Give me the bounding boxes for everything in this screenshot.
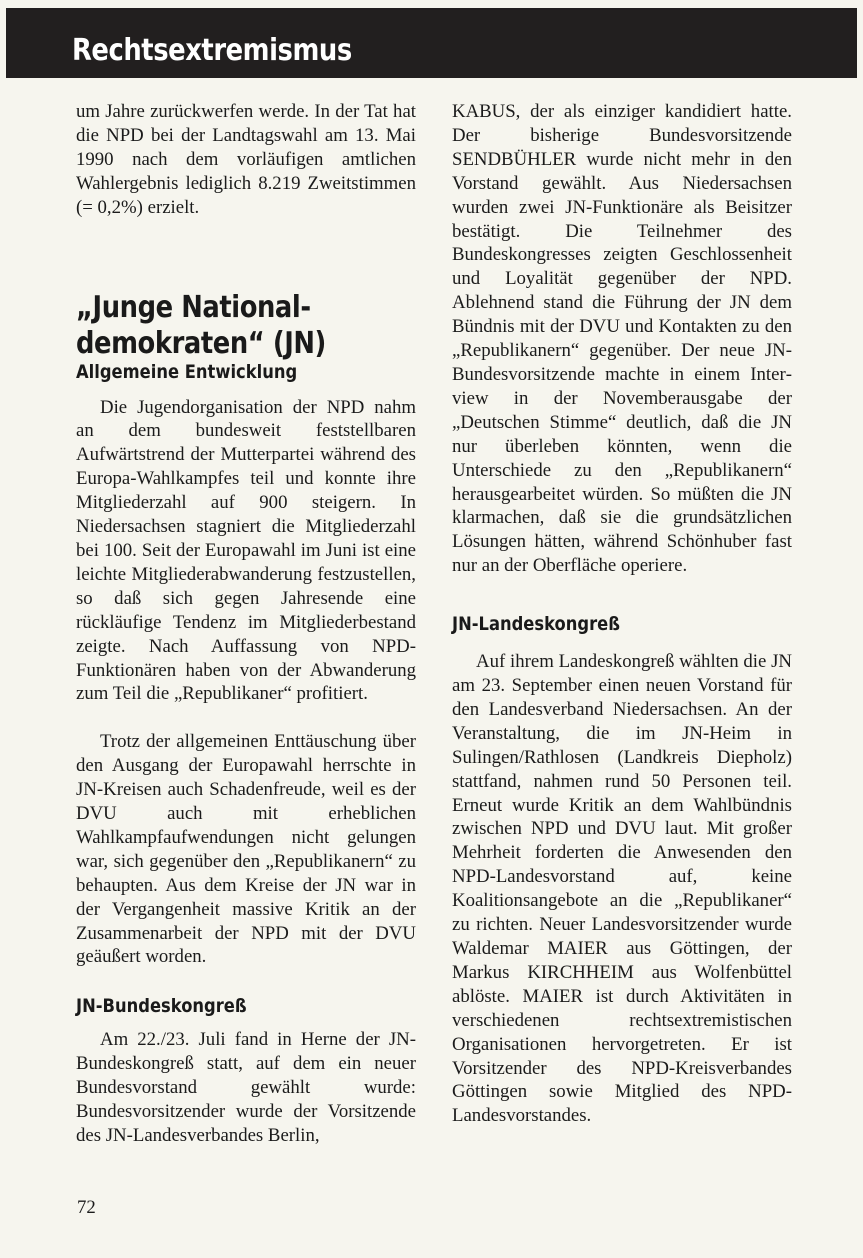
body-paragraph: Die Jugendorganisation der NPD nahm an dem bundesweit feststellbaren Aufwärtstrend der Mutterpartei während des Europa-Wahlkampfes teil und konnte ihre Mitgliederzahl auf 900 steigern. In Niedersachsen stagniert die Mitgliederzahl bei 100. Seit der Europawahl im Juni ist eine leichte Mitgliederabwanderung festzustellen, so daß sich gegen Jahresende eine rückläufige Tendenz im Mitgliederbestand zeigte. Nach Auffassung von NPD-Funktionären haben von der Abwanderung zum Teil die „Republikaner“ profitiert. xyxy=(76,396,416,705)
section-title-line-1: „Junge National- xyxy=(76,289,311,325)
section-title xyxy=(76,290,416,362)
section-title-line-2: demokraten“ (JN) xyxy=(76,325,326,361)
body-paragraph: Trotz der allgemeinen Enttäuschung über den Ausgang der Europawahl herrschte in JN-Kreisen auch Schadenfreude, weil es der DVU auch mit erheblichen Wahlkampfaufwendungen nicht gelungen war, sich gegenüber den „Republikanern“ zu behaupten. Aus dem Kreise der JN war in der Vergangenheit massive Kritik an der Zusammenarbeit der NPD mit der DVU geäußert worden. xyxy=(76,731,416,968)
body-paragraph: Auf ihrem Landeskongreß wählten die JN am 23. September einen neuen Vorstand für den Landesverband Niedersachsen. An der Veranstaltung, die im JN-Heim in Sulingen/Rathlosen (Landkreis Diepholz) stattfand, nahmen rund 50 Personen teil. Erneut wurde Kritik an dem Wahlbündnis zwischen NPD und DVU laut. Mit großer Mehrheit forderten die Anwesenden den NPD-Landesvorstand auf, keine Koalitionsangebote an die „Republikaner“ zu richten. Neuer Landesvorsitzender wurde Waldemar MAIER aus Göttingen, der Markus KIRCHHEIM aus Wolfenbüttel ablöste. MAIER ist durch Aktivitäten in verschiedenen rechtsextremistischen Organisationen hervorgetreten. Er ist Vorsitzender des NPD-Kreisverbandes Göttingen sowie Mitglied des NPD-Landesvorstandes. xyxy=(452,651,792,1127)
body-paragraph: Am 22./23. Juli fand in Herne der JN-Bundeskongreß statt, auf dem ein neuer Bundesvorstand gewählt wurde: Bundesvorsitzender wurde der Vorsitzende des JN-Landesverbandes Berlin, xyxy=(76,1029,416,1146)
subheading-state-congress: JN-Landeskongreß xyxy=(452,613,620,636)
left-column xyxy=(76,100,416,1148)
right-column xyxy=(452,100,792,1128)
subheading-federal-congress: JN-Bundeskongreß xyxy=(76,995,247,1018)
chapter-title: Rechtsextremismus xyxy=(72,33,352,68)
body-paragraph: KABUS, der als einziger kandidiert hatte. Der bisherige Bundesvorsitzende SENDBÜHLER wurde nicht mehr in den Vorstand gewählt. Aus Niedersachsen wurden zwei JN-Funktionäre als Beisitzer bestätigt. Die Teilnehmer des Bundeskongresses zeigten Geschlossenheit und Loyalität gegenüber der NPD. Ablehnend stand die Führung der JN dem Bündnis mit der DVU und Kontakten zu den „Republikanern“ gegenüber. Der neue JN-Bundesvorsitzende machte in einem Interview in der Novemberausgabe der „Deutschen Stimme“ deutlich, daß die JN nur überleben könnten, wenn die Unterschiede zu den „Republikanern“ herausgearbeitet würden. So müßten die JN klarmachen, daß sie die grundsätzlichen Lösungen hätten, während Schönhuber fast nur an der Oberfläche operiere. xyxy=(452,101,792,577)
intro-paragraph: um Jahre zurückwerfen werde. In der Tat hat die NPD bei der Landtagswahl am 13. Mai 1990 nach dem vorläufigen amtlichen Wahlergebnis lediglich 8.219 Zweitstimmen (= 0,2%) erzielt. xyxy=(76,101,416,218)
page-number: 72 xyxy=(77,1197,96,1218)
subheading-general-development: Allgemeine Entwicklung xyxy=(76,360,298,383)
chapter-header-bar xyxy=(6,8,857,78)
